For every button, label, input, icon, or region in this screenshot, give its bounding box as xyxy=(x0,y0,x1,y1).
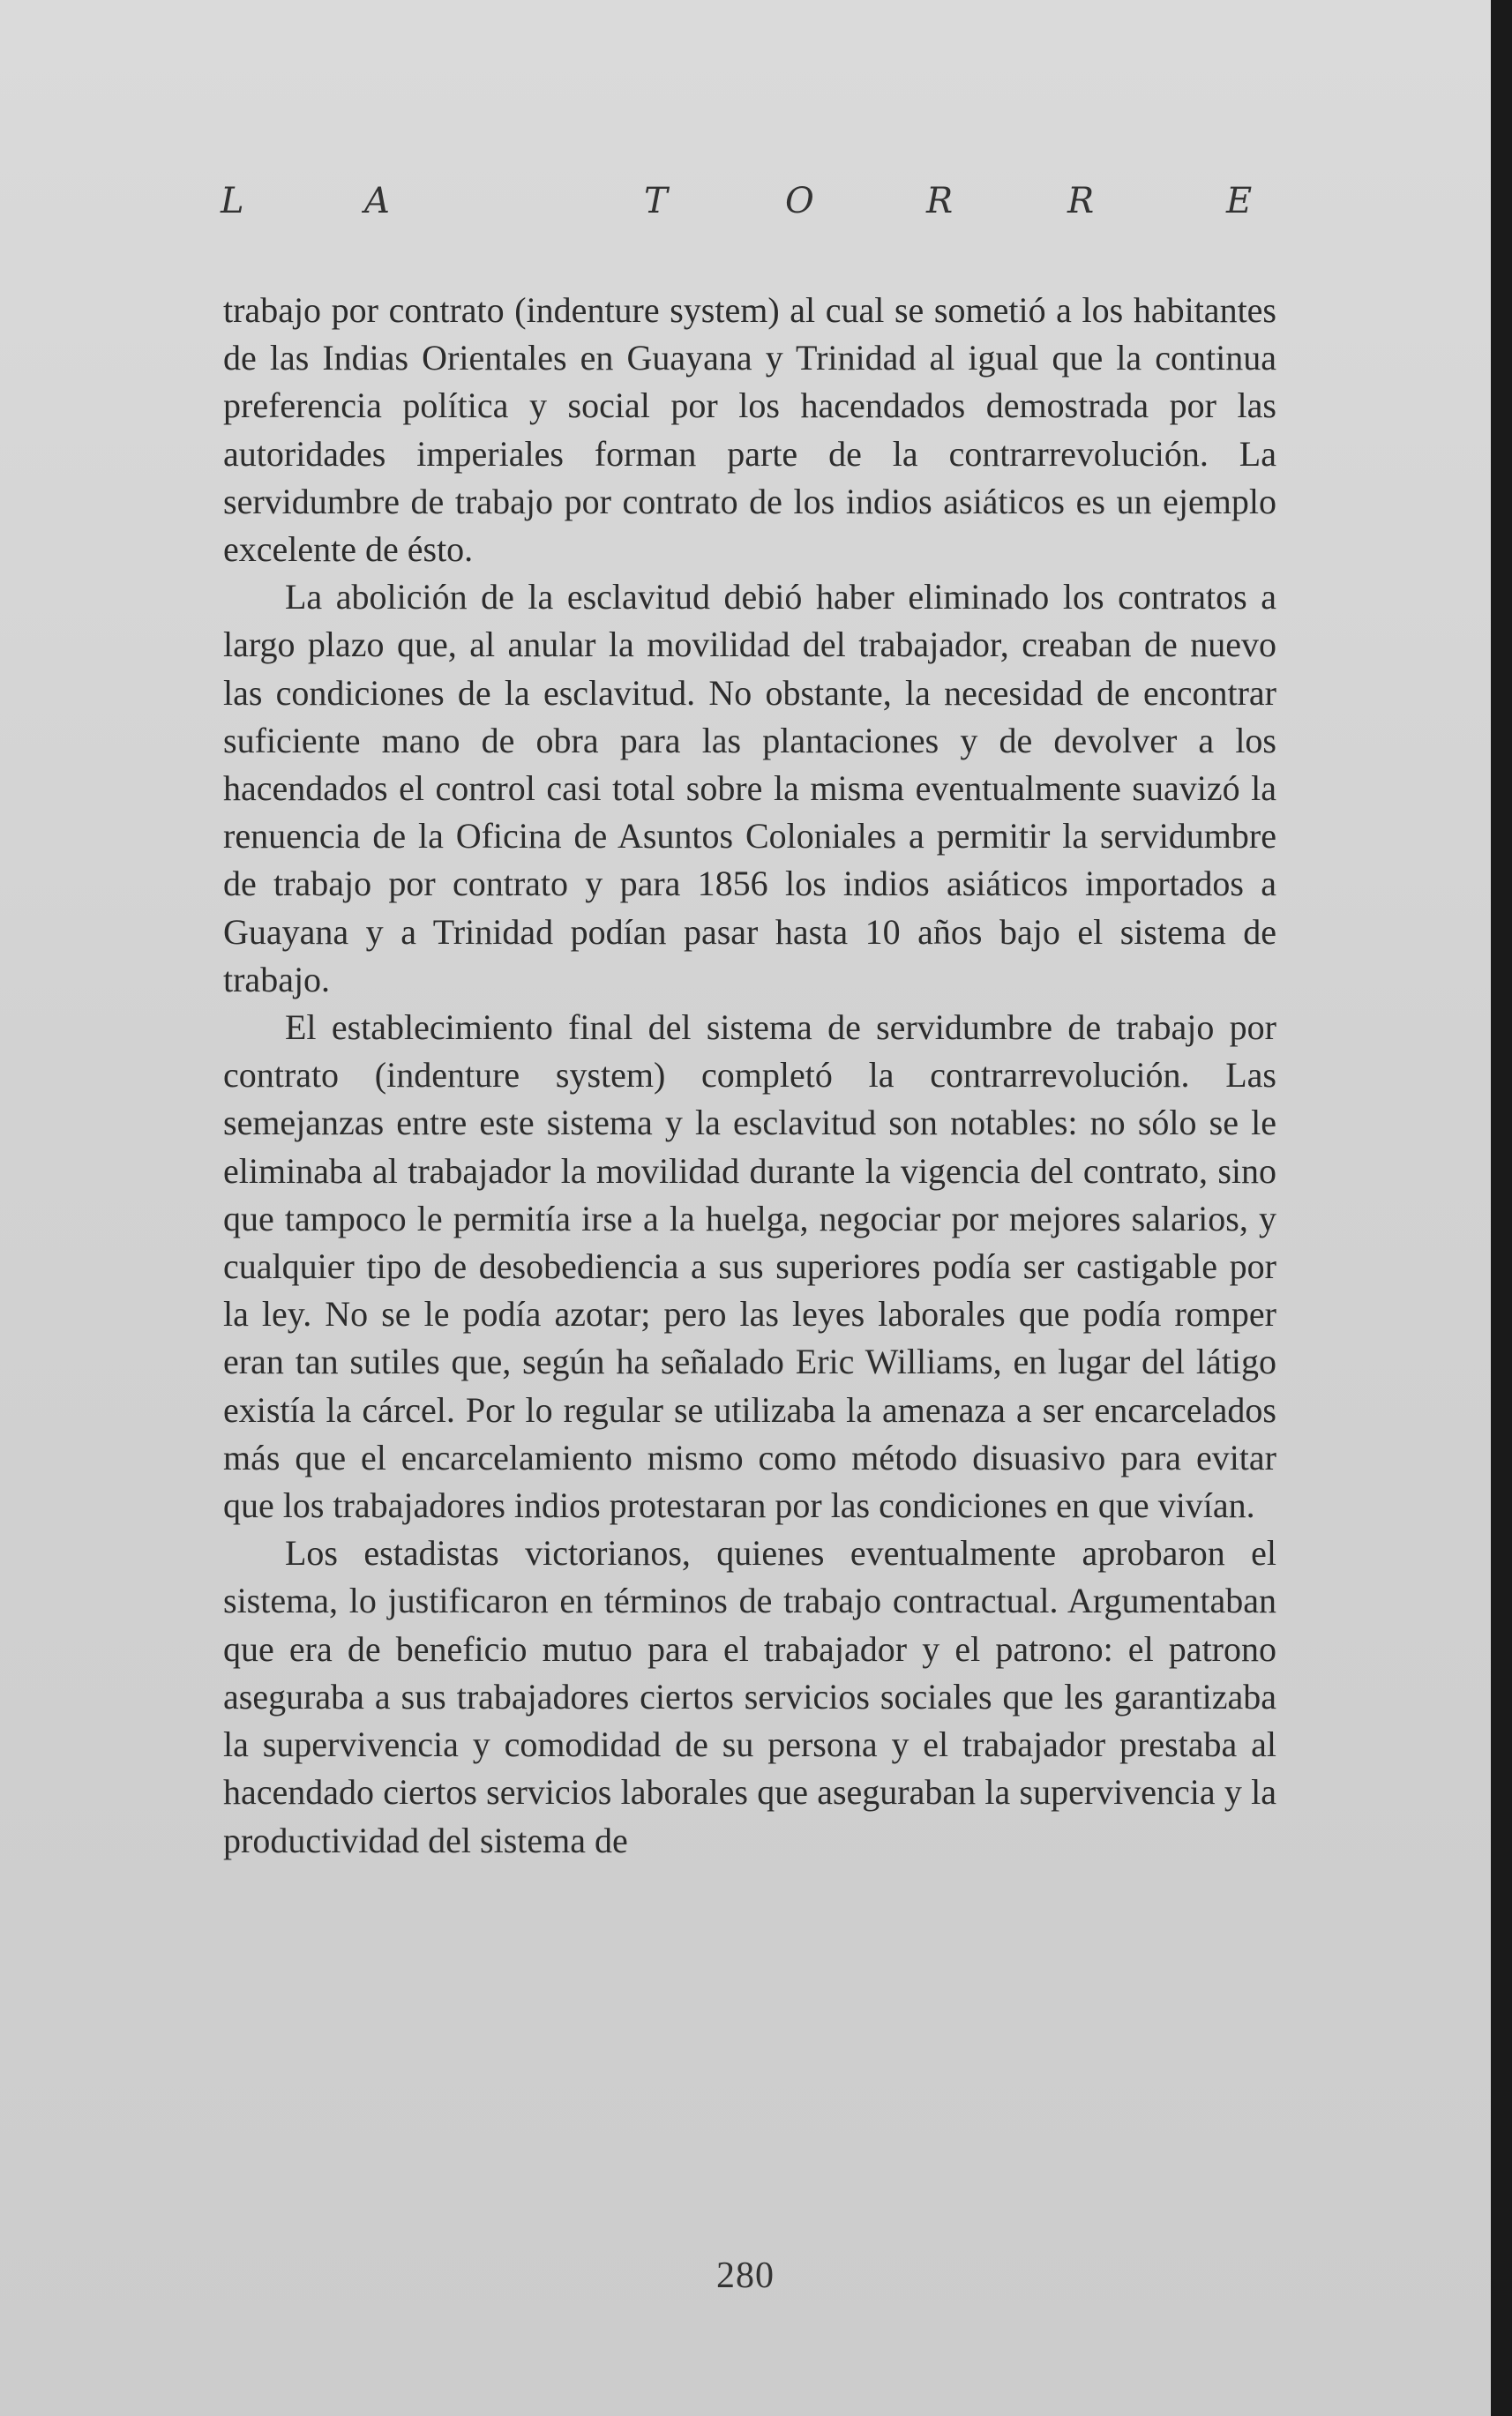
paragraph: Los estadistas victorianos, quienes eventualmente aprobaron el sistema, lo justificaron en términos de trabajo contractual. Argumentaban que era de beneficio mutuo para el trabajador y el patrono: el patrono aseguraba a sus trabajadores ciertos servicios sociales que les garantizaba la supervivencia y comodidad de su persona y el trabajador prestaba al hacendado ciertos servicios laborales que aseguraban la supervivencia y la productividad del sistema de xyxy=(223,1533,1276,1860)
running-head-letter: O xyxy=(785,181,814,221)
page-number: 280 xyxy=(716,2255,775,2296)
paragraph-continuation: trabajo por contrato (indenture system) al cual se sometió a los habitantes de las Indias Orientales en Guayana y Trinidad al igual que la continua preferencia política y social por los hacendados demostrada por las autoridades imperiales forman parte de la contrarrevolución. La servidumbre de trabajo por contrato de los indios asiáticos es un ejemplo excelente de ésto. xyxy=(223,290,1276,570)
body-text xyxy=(223,287,1276,1865)
running-head-letter: T xyxy=(644,181,668,221)
running-head xyxy=(221,181,1279,234)
running-head-letter: L xyxy=(221,181,244,221)
paragraph: El establecimiento final del sistema de servidumbre de trabajo por contrato (indenture system) completó la contrarrevolución. Las semejanzas entre este sistema y la esclavitud son notables: no sólo se le eliminaba al trabajador la movilidad durante la vigencia del contrato, sino que tampoco le permitía irse a la huelga, negociar por mejores salarios, y cualquier tipo de desobediencia a sus superiores podía ser castigable por la ley. No se le podía azotar; pero las leyes laborales que podía romper eran tan sutiles que, según ha señalado Eric Williams, en lugar del látigo existía la cárcel. Por lo regular se utilizaba la amenaza a ser encarcelados más que el encarcelamiento mismo como método disuasivo para evitar que los trabajadores indios protestaran por las condiciones en que vivían. xyxy=(223,1007,1276,1526)
running-head-letter: A xyxy=(364,181,390,221)
running-head-letter: E xyxy=(1226,181,1253,221)
running-head-letter: R xyxy=(1067,181,1095,221)
paragraph: La abolición de la esclavitud debió haber eliminado los contratos a largo plazo que, al anular la movilidad del trabajador, creaban de nuevo las condiciones de la esclavitud. No obstante, la necesidad de encontrar suficiente mano de obra para las plantaciones y de devolver a los hacendados el control casi total sobre la misma eventualmente suavizó la renuencia de la Oficina de Asuntos Coloniales a permitir la servidumbre de trabajo por contrato y para 1856 los indios asiáticos importados a Guayana y a Trinidad podían pasar hasta 10 años bajo el sistema de trabajo. xyxy=(223,577,1276,999)
running-head-letter: R xyxy=(926,181,954,221)
page-edge-shadow xyxy=(1491,0,1512,2416)
